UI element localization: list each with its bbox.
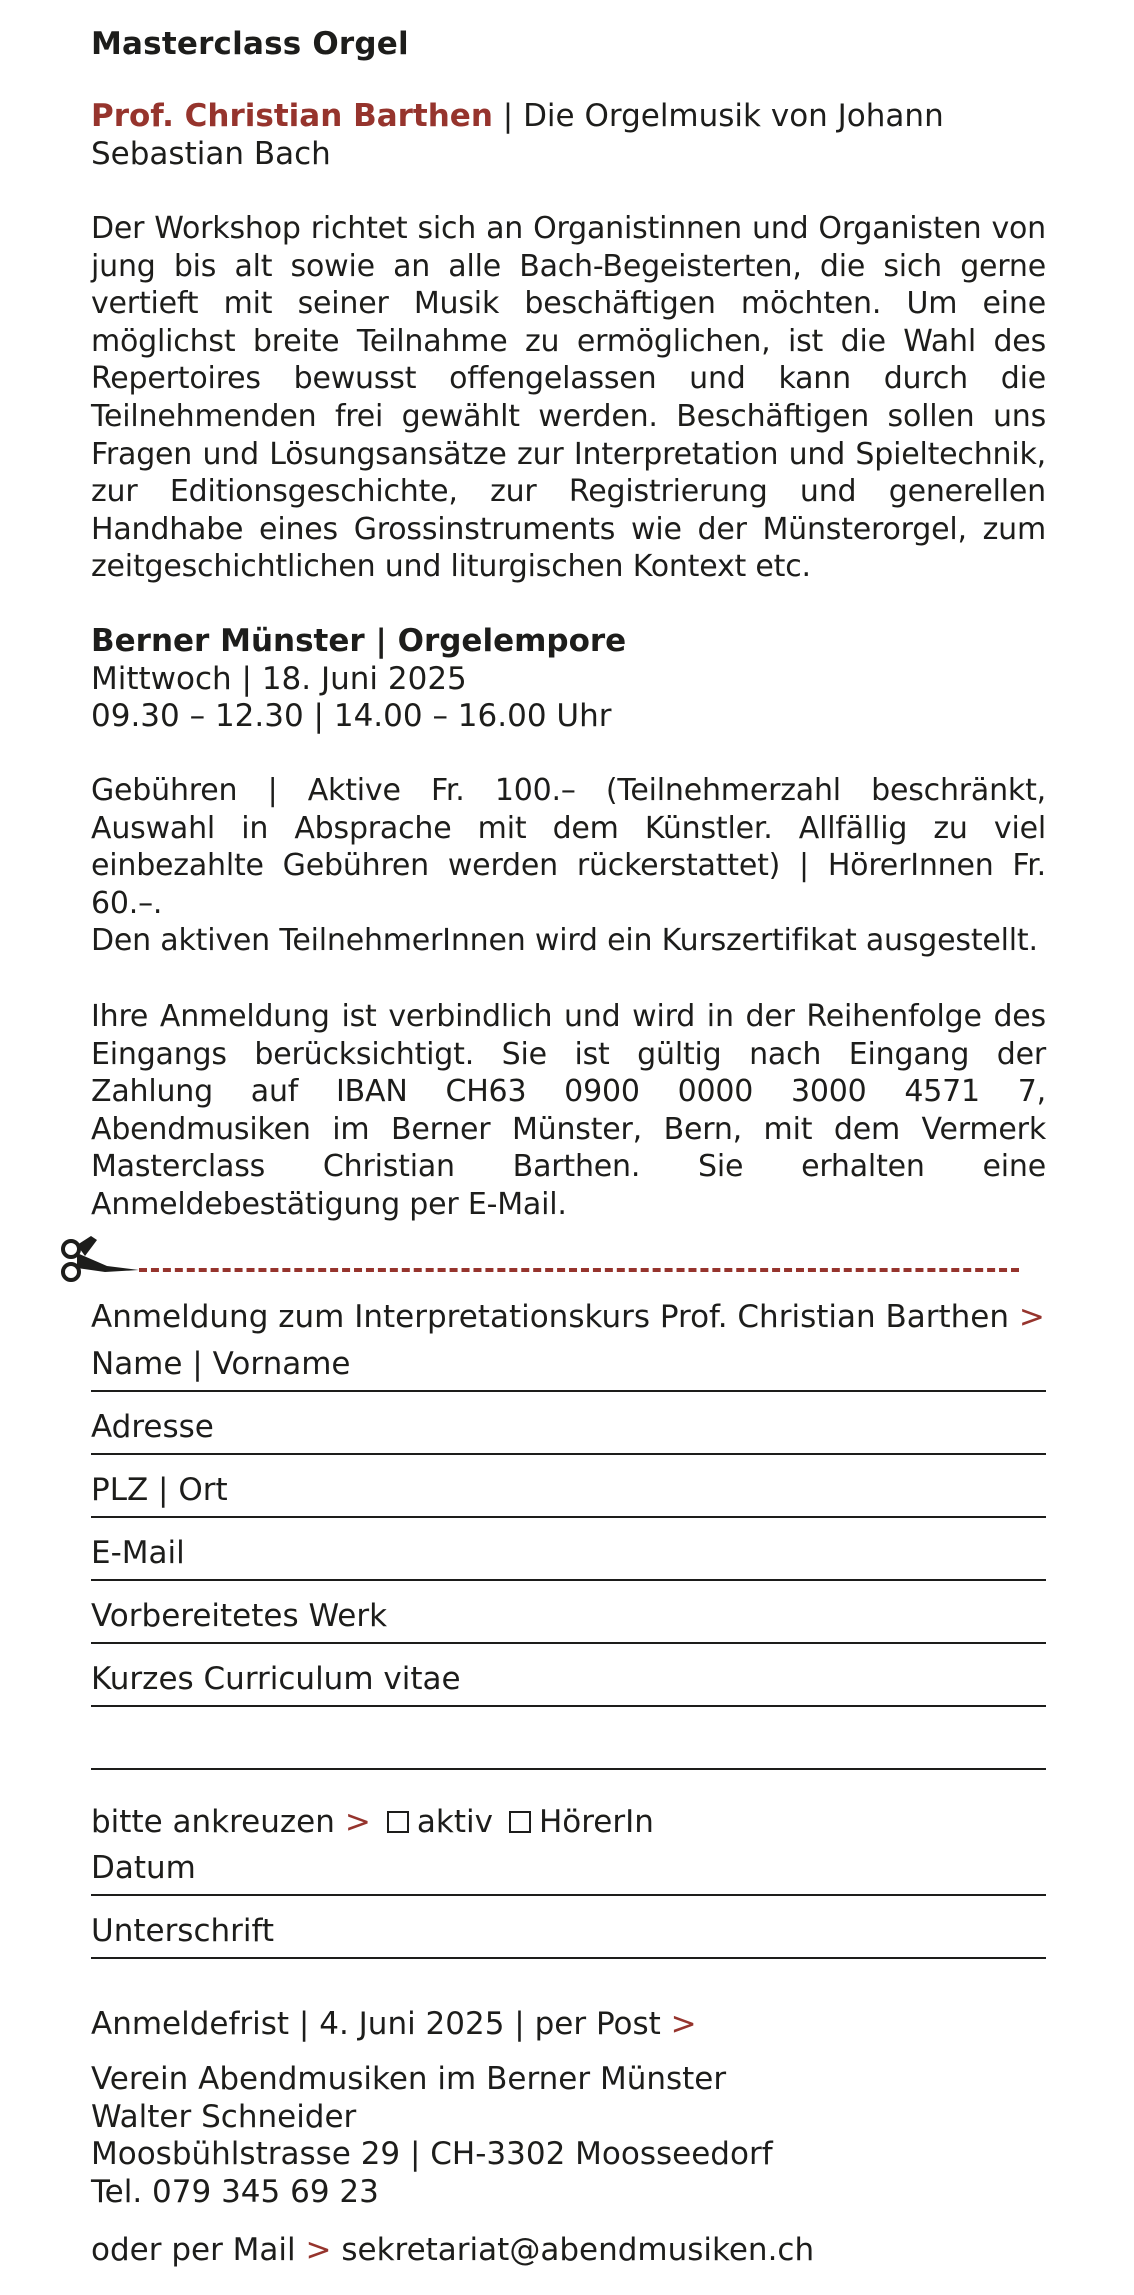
- lecture-subject: Die Orgelmusik von Johann Sebastian Bach: [91, 98, 944, 172]
- venue-time: 09.30 – 12.30 | 14.00 – 16.00 Uhr: [91, 698, 612, 735]
- name-field-label: Name | Vorname: [91, 1346, 351, 1382]
- mail-prefix: oder per Mail: [91, 2232, 296, 2268]
- checkbox-listener[interactable]: [509, 1811, 531, 1833]
- prepared-work-field[interactable]: [91, 1596, 1046, 1644]
- cut-dashed-line: [139, 1268, 1019, 1272]
- date-field-label: Datum: [91, 1850, 196, 1886]
- deadline-text: Anmeldefrist | 4. Juni 2025 | per Post: [91, 2006, 661, 2042]
- form-heading: [91, 1297, 1045, 1337]
- registration-deadline: [91, 2004, 697, 2044]
- venue-block: [91, 623, 626, 736]
- email-field-label: E-Mail: [91, 1535, 185, 1571]
- signature-field-label: Unterschrift: [91, 1913, 275, 1949]
- address-street: Moosbühlstrasse 29 | CH-3302 Moosseedorf: [91, 2136, 773, 2173]
- page-title: Masterclass Orgel: [91, 26, 409, 62]
- arrow-icon: >: [305, 2232, 332, 2268]
- address-person: Walter Schneider: [91, 2098, 357, 2135]
- certificate-text: Den aktiven TeilnehmerInnen wird ein Kurszertifikat ausgestellt.: [91, 923, 1038, 958]
- form-heading-text: Anmeldung zum Interpretationskurs Prof. Christian Barthen: [91, 1299, 1010, 1335]
- cv-field[interactable]: [91, 1659, 1046, 1707]
- scissors-icon: [55, 1224, 139, 1284]
- cv-field-label: Kurzes Curriculum vitae: [91, 1661, 461, 1697]
- checkbox-listener-label: HörerIn: [538, 1804, 654, 1840]
- checkbox-active[interactable]: [387, 1811, 409, 1833]
- mail-contact: [91, 2230, 814, 2270]
- venue-date: Mittwoch | 18. Juni 2025: [91, 660, 467, 697]
- speaker-name: Prof. Christian Barthen: [91, 98, 493, 134]
- mail-address-link[interactable]: sekretariat@abendmusiken.ch: [341, 2232, 815, 2268]
- arrow-icon: >: [1018, 1299, 1045, 1335]
- checkbox-prompt: bitte ankreuzen: [91, 1804, 335, 1840]
- arrow-icon: >: [670, 2006, 697, 2042]
- arrow-icon: >: [344, 1804, 371, 1840]
- email-field[interactable]: [91, 1533, 1046, 1581]
- fees-text: Gebühren | Aktive Fr. 100.– (Teilnehmerzahl beschränkt, Auswahl in Absprache mit dem Künstler. Allfällig zu viel einbezahlte Gebühren werden rückerstattet) | HörerInnen Fr. 60.–.: [91, 773, 1046, 921]
- signature-field[interactable]: [91, 1911, 1046, 1959]
- zip-city-field-label: PLZ | Ort: [91, 1472, 228, 1508]
- workshop-description: Der Workshop richtet sich an Organistinnen und Organisten von jung bis alt sowie an alle Bach-Begeisterten, die sich gerne vertieft mit seiner Musik beschäftigen möchten. Um eine möglichst breite Teilnahme zu ermöglichen, ist die Wahl des Repertoires bewusst offengelassen und kann durch die Teilnehmenden frei gewählt werden. Beschäftigen sollen uns Fragen und Lösungsansätze zur Interpretation und Spieltechnik, zur Editionsgeschichte, zur Registrierung und generellen Handhabe eines Grossinstruments wie der Münsterorgel, zum zeitgeschichtlichen und liturgischen Kontext etc.: [91, 211, 1046, 585]
- address-field-label: Adresse: [91, 1409, 214, 1445]
- lecture-heading: [91, 97, 1046, 173]
- postal-address: [91, 2061, 773, 2211]
- heading-separator: |: [492, 98, 524, 134]
- name-field[interactable]: [91, 1344, 1046, 1392]
- participation-choice: [91, 1802, 654, 1842]
- date-field[interactable]: [91, 1848, 1046, 1896]
- cv-field-extra-line[interactable]: [91, 1722, 1046, 1770]
- prepared-work-field-label: Vorbereitetes Werk: [91, 1598, 388, 1634]
- address-org: Verein Abendmusiken im Berner Münster: [91, 2061, 727, 2097]
- registration-info: Ihre Anmeldung ist verbindlich und wird in der Reihenfolge des Eingangs berücksichtigt. Sie ist gültig nach Eingang der Zahlung auf IBAN CH63 0900 0000 3000 4571 7, Abendmusiken im Berner Münster, Bern, mit dem Vermerk Masterclass Christian Barthen. Sie erhalten eine Anmeldebestätigung per E-Mail.: [91, 999, 1046, 1222]
- zip-city-field[interactable]: [91, 1470, 1046, 1518]
- venue-place: Berner Münster | Orgelempore: [91, 623, 627, 659]
- checkbox-active-label: aktiv: [416, 1804, 493, 1840]
- cut-line: [55, 1224, 1055, 1284]
- address-field[interactable]: [91, 1407, 1046, 1455]
- address-phone: Tel. 079 345 69 23: [91, 2173, 379, 2210]
